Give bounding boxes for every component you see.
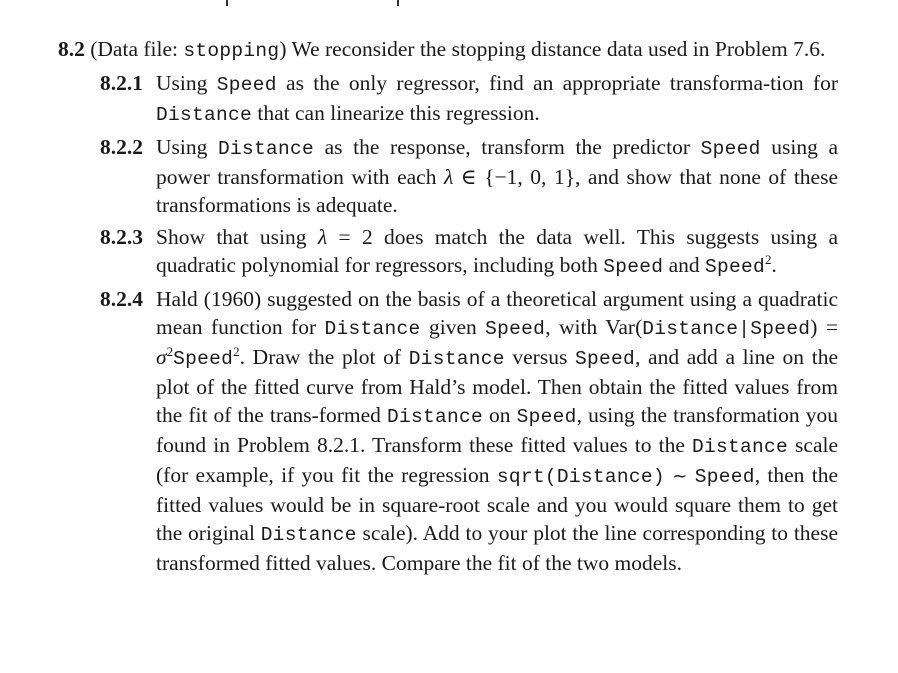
text-run: , then the fitted values would be in square-root scale and you would square them to get the original bbox=[156, 463, 839, 545]
text-run: = 2 does match the data well. This suggests using a quadratic polynomial for regressors, including both bbox=[156, 225, 838, 277]
text-run: . bbox=[771, 253, 777, 277]
text-run: on bbox=[482, 403, 517, 427]
subproblem-text bbox=[156, 223, 838, 281]
code-term: Speed bbox=[694, 466, 755, 488]
problem-number: 8.2 bbox=[58, 37, 85, 61]
lambda-symbol: λ bbox=[443, 165, 454, 189]
text-run: scale (for example, if you fit the regression bbox=[156, 433, 838, 487]
code-term: Distance bbox=[408, 348, 505, 370]
problem-intro-text: ) We reconsider the stopping distance data used in Problem 7.6. bbox=[279, 37, 826, 61]
subproblem-number: 8.2.3 bbox=[100, 225, 143, 249]
text-run: Using bbox=[156, 71, 217, 95]
superscript: 2 bbox=[765, 252, 772, 267]
code-term: Speed bbox=[574, 348, 635, 370]
text-run: as the only regressor, find an appropriate transforma-tion for bbox=[276, 71, 838, 95]
text-run: . Draw the plot of bbox=[239, 345, 409, 369]
text-run: , using the transformation you found in Problem 8.2.1. Transform these fitted values to the bbox=[156, 403, 839, 457]
code-term: Distance bbox=[260, 524, 357, 546]
subproblem-text bbox=[156, 285, 838, 577]
crop-mark bbox=[397, 0, 399, 6]
superscript: 2 bbox=[233, 344, 240, 359]
subproblem-number: 8.2.1 bbox=[100, 71, 143, 95]
subproblem-8-2-2 bbox=[58, 133, 838, 219]
problem-intro-text: (Data file: bbox=[90, 37, 184, 61]
subproblem-number: 8.2.2 bbox=[100, 135, 143, 159]
problem-8-2 bbox=[58, 35, 838, 581]
text-run: Hald (1960) suggested on the basis of a theoretical argument using a quadratic mean function for bbox=[156, 287, 838, 339]
data-file-name: stopping bbox=[183, 40, 280, 62]
subproblem-8-2-1 bbox=[58, 69, 838, 129]
code-term: Speed bbox=[485, 318, 546, 340]
subproblem-text bbox=[156, 69, 838, 129]
code-term: Distance bbox=[218, 138, 315, 160]
code-term: Speed bbox=[700, 138, 761, 160]
code-term: Speed bbox=[216, 74, 277, 96]
text-run: ∈ {−1, 0, 1}, and show that none of these transformations is adequate. bbox=[156, 165, 839, 217]
text-run: Using bbox=[156, 135, 218, 159]
text-run: and bbox=[663, 253, 706, 277]
text-run: ) = bbox=[810, 315, 838, 339]
text-run: , and add a line on the plot of the fitted curve from Hald’s model. Then obtain the fitted values from the fit of the trans-formed bbox=[156, 345, 838, 427]
code-term: Distance bbox=[691, 436, 788, 458]
text-run: Show that using bbox=[156, 225, 318, 249]
subproblem-text bbox=[156, 133, 838, 219]
code-term: Speed bbox=[705, 256, 766, 278]
problem-heading bbox=[58, 35, 838, 65]
subproblem-number: 8.2.4 bbox=[100, 287, 143, 311]
superscript: 2 bbox=[166, 344, 174, 359]
code-term: Distance bbox=[324, 318, 421, 340]
code-term: Distance bbox=[386, 406, 483, 428]
text-run: given bbox=[420, 315, 486, 339]
crop-mark bbox=[226, 0, 228, 6]
subproblem-8-2-3 bbox=[58, 223, 838, 281]
lambda-symbol: λ bbox=[317, 225, 328, 249]
tilde-symbol: ~ bbox=[672, 466, 688, 487]
code-term: Distance bbox=[156, 104, 253, 126]
sigma-symbol: σ bbox=[156, 345, 167, 369]
text-run: that can linearize this regression. bbox=[252, 101, 540, 125]
code-term: sqrt(Distance) bbox=[496, 466, 665, 488]
code-term: Distance|Speed bbox=[642, 318, 811, 340]
text-run: scale). Add to your plot the line corresponding to these transformed fitted values. Compare the fit of the two models. bbox=[156, 521, 839, 575]
text-run: , with Var( bbox=[545, 315, 643, 339]
text-run: versus bbox=[504, 345, 575, 369]
text-run: as the response, transform the predictor bbox=[314, 135, 701, 159]
code-term: Speed bbox=[173, 348, 234, 370]
code-term: Speed bbox=[603, 256, 664, 278]
text-run: using a power transformation with each bbox=[156, 135, 839, 189]
subproblem-8-2-4 bbox=[58, 285, 838, 577]
code-term: Speed bbox=[516, 406, 577, 428]
